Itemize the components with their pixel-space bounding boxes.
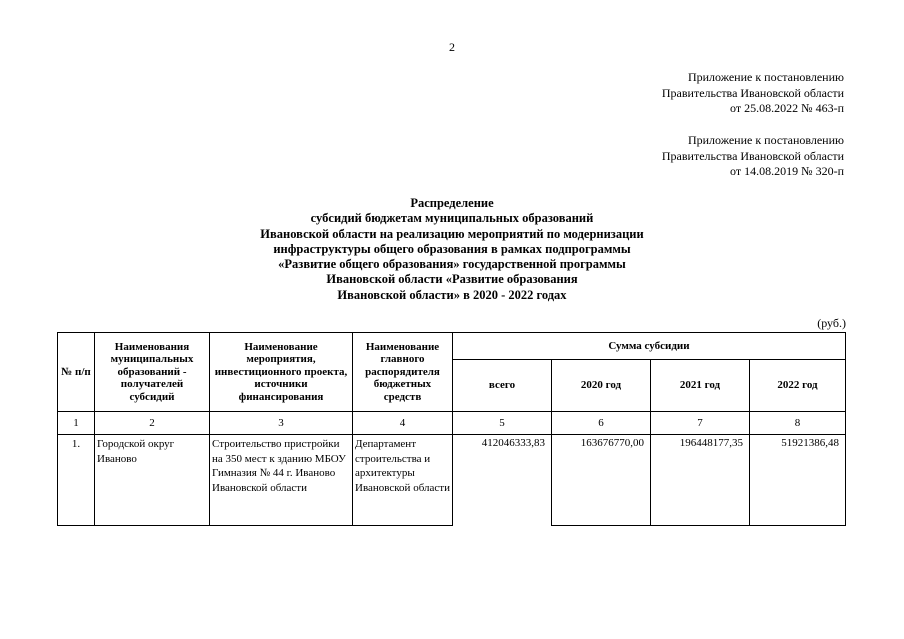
header-row bbox=[58, 333, 846, 360]
row-total: 412046333,83 bbox=[453, 435, 552, 526]
page-number: 2 bbox=[449, 40, 455, 54]
appendix-line: Приложение к постановлению bbox=[687, 70, 844, 84]
header-num: № п/п bbox=[58, 333, 95, 412]
title-line: субсидий бюджетам муниципальных образований bbox=[310, 211, 594, 226]
appendix-line: Правительства Ивановской области bbox=[661, 148, 844, 163]
header-2020: 2020 год bbox=[552, 360, 651, 412]
header-municipality: Наименования муниципальных образований - получателей субсидий bbox=[95, 333, 210, 412]
row-administrator: Департамент строительства и архитектуры Ивановской области bbox=[353, 435, 453, 526]
col-number: 5 bbox=[453, 412, 552, 435]
row-num: 1. bbox=[58, 435, 95, 526]
column-number-row bbox=[58, 412, 846, 435]
title-line: инфраструктуры общего образования в рамках подпрограммы bbox=[273, 241, 631, 256]
row-2021: 196448177,35 bbox=[651, 435, 750, 526]
row-2022: 51921386,48 bbox=[750, 435, 846, 526]
title-line: Ивановской области» в 2020 - 2022 годах bbox=[337, 287, 567, 302]
appendix-note-current bbox=[662, 70, 844, 117]
header-sum: Сумма субсидии bbox=[453, 333, 846, 360]
col-number: 7 bbox=[651, 412, 750, 435]
col-number: 8 bbox=[750, 412, 846, 435]
header-measure: Наименование мероприятия, инвестиционного проекта, источники финансирования bbox=[210, 333, 353, 412]
appendix-line: Приложение к постановлению bbox=[687, 133, 844, 147]
appendix-note-original bbox=[662, 133, 844, 180]
header-2022: 2022 год bbox=[750, 360, 846, 412]
currency-unit: (руб.) bbox=[817, 316, 846, 330]
col-number: 2 bbox=[95, 412, 210, 435]
subsidy-table bbox=[57, 332, 846, 526]
document-title bbox=[0, 196, 904, 303]
appendix-line: от 14.08.2019 № 320-п bbox=[730, 164, 844, 178]
col-number: 6 bbox=[552, 412, 651, 435]
row-2020: 163676770,00 bbox=[552, 435, 651, 526]
table-row bbox=[58, 435, 846, 526]
title-line: Ивановской области на реализацию мероприятий по модернизации bbox=[260, 226, 644, 241]
row-measure: Строительство пристройки на 350 мест к зданию МБОУ Гимназия № 44 г. Иваново Ивановской области bbox=[210, 435, 353, 526]
row-municipality: Городской округ Иваново bbox=[95, 435, 210, 526]
col-number: 3 bbox=[210, 412, 353, 435]
col-number: 4 bbox=[353, 412, 453, 435]
title-line: «Развитие общего образования» государственной программы bbox=[278, 257, 626, 272]
header-2021: 2021 год bbox=[651, 360, 750, 412]
header-administrator: Наименование главного распорядителя бюджетных средств bbox=[353, 333, 453, 412]
header-total: всего bbox=[453, 360, 552, 412]
col-number: 1 bbox=[58, 412, 95, 435]
appendix-line: от 25.08.2022 № 463-п bbox=[730, 101, 844, 115]
appendix-line: Правительства Ивановской области bbox=[661, 85, 844, 100]
title-line: Распределение bbox=[410, 196, 494, 210]
title-line: Ивановской области «Развитие образования bbox=[326, 272, 578, 287]
